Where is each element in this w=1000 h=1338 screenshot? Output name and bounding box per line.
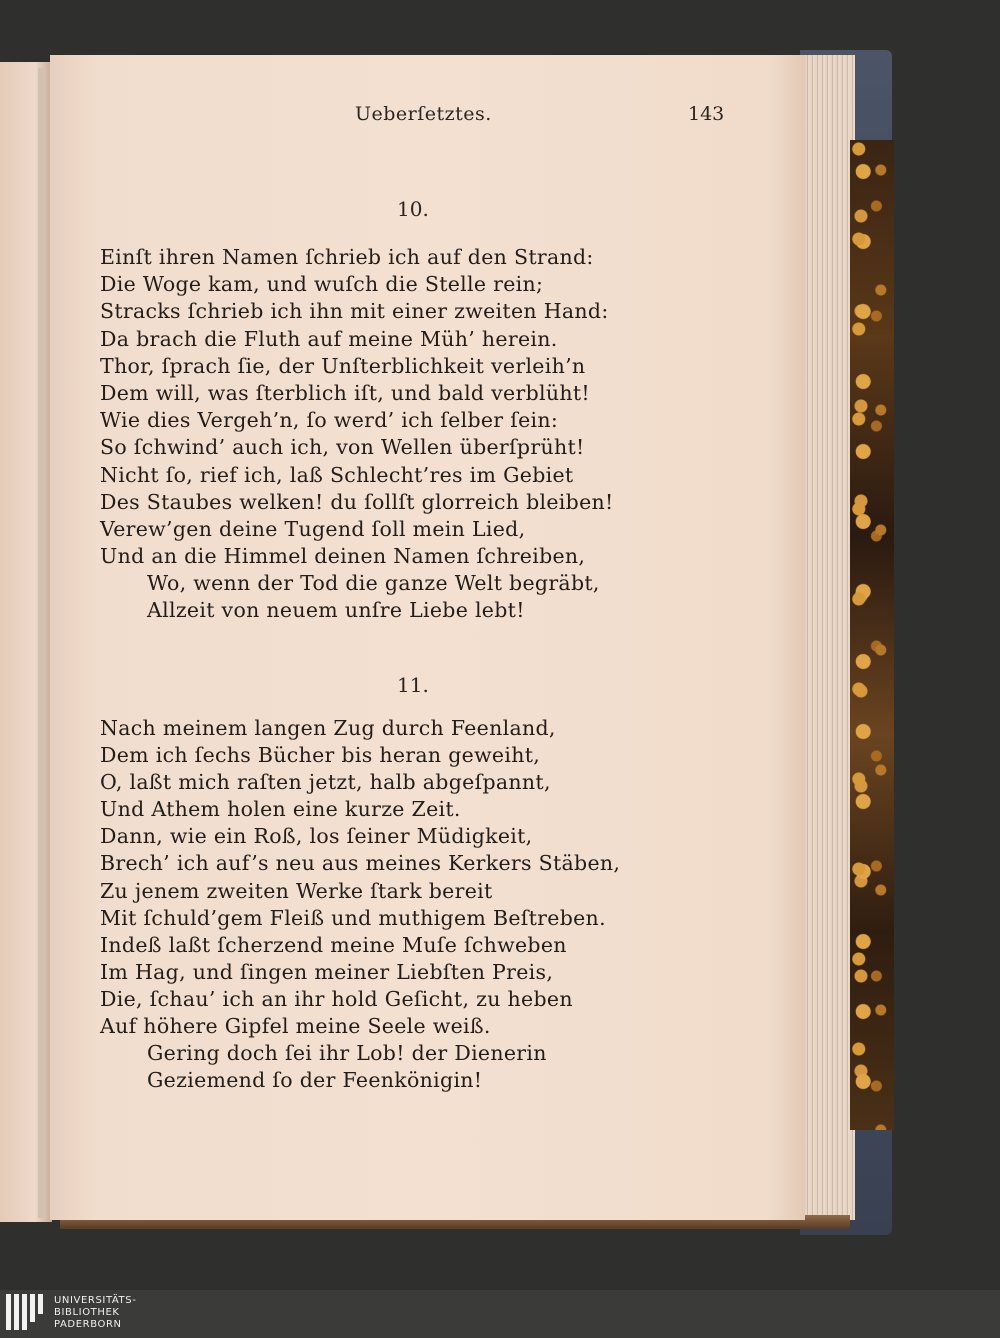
poem-line: Thor, ſprach ſie, der Unſterblichkeit verleih’n <box>100 353 586 378</box>
book-page <box>50 55 805 1220</box>
poem-line: Stracks ſchrieb ich ihn mit einer zweiten Hand: <box>100 299 609 324</box>
library-logo-text <box>54 1295 136 1331</box>
poem-line: Und an die Himmel deinen Namen ſchreiben, <box>100 544 586 569</box>
poem-line: Nicht ſo, rief ich, laß Schlecht’res im Gebiet <box>100 462 574 487</box>
poem-line: Mit ſchuld’gem Fleiß und muthigem Beſtreben. <box>100 905 606 930</box>
poem-line: Gering doch ſei ihr Lob! der Dienerin <box>147 1041 547 1066</box>
poem-line: Dem ich ſechs Bücher bis heran geweiht, <box>100 743 541 768</box>
poem-line: Allzeit von neuem unſre Liebe lebt! <box>147 598 525 623</box>
poem-line: Wie dies Vergeh’n, ſo werd’ ich ſelber ſein: <box>100 408 559 433</box>
poem-line: So ſchwind’ auch ich, von Wellen überſprüht! <box>100 435 585 460</box>
left-page-margin <box>38 68 46 1218</box>
poem-line: Die Woge kam, und wuſch die Stelle rein; <box>100 272 544 297</box>
poem-section-10 <box>100 244 614 625</box>
poem-line: Dem will, was ſterblich iſt, und bald verblüht! <box>100 380 590 405</box>
poem-line: Zu jenem zweiten Werke ſtark bereit <box>100 878 493 903</box>
poem-line: Dann, wie ein Roß, los ſeiner Müdigkeit, <box>100 824 533 849</box>
logo-line: PADERBORN <box>54 1319 122 1330</box>
logo-line: BIBLIOTHEK <box>54 1307 120 1318</box>
poem-line: Die, ſchau’ ich an ihr hold Geſicht, zu heben <box>100 986 573 1011</box>
marbled-edge <box>850 140 894 1130</box>
running-title: Ueberſetztes. <box>355 103 492 125</box>
poem-line: Auf höhere Gipfel meine Seele weiß. <box>100 1014 491 1039</box>
library-footer <box>0 1290 1000 1338</box>
library-logo-icon <box>6 1294 44 1334</box>
logo-line: UNIVERSITÄTS- <box>54 1295 137 1306</box>
section-number-10: 10. <box>397 197 429 221</box>
poem-line: O, laßt mich raſten jetzt, halb abgeſpannt, <box>100 770 551 795</box>
poem-line: Wo, wenn der Tod die ganze Welt begräbt, <box>147 571 600 596</box>
poem-line: Geziemend ſo der Feenkönigin! <box>147 1068 483 1093</box>
poem-section-11 <box>100 715 620 1094</box>
poem-line: Da brach die Fluth auf meine Müh’ herein. <box>100 326 558 351</box>
section-number-11: 11. <box>397 673 429 697</box>
poem-line: Nach meinem langen Zug durch Feenland, <box>100 716 556 740</box>
poem-line: Indeß laßt ſcherzend meine Muſe ſchweben <box>100 932 567 957</box>
poem-line: Brech’ ich auf’s neu aus meines Kerkers Stäben, <box>100 851 621 876</box>
page-number: 143 <box>688 103 725 125</box>
poem-line: Im Hag, und ſingen meiner Liebſten Preis, <box>100 959 554 984</box>
page-edges <box>800 55 855 1220</box>
poem-line: Verew’gen deine Tugend ſoll mein Lied, <box>100 516 526 541</box>
poem-line: Einſt ihren Namen ſchrieb ich auf den Strand: <box>100 245 594 269</box>
poem-line: Des Staubes welken! du ſollſt glorreich bleiben! <box>100 489 614 514</box>
poem-line: Und Athem holen eine kurze Zeit. <box>100 797 461 822</box>
